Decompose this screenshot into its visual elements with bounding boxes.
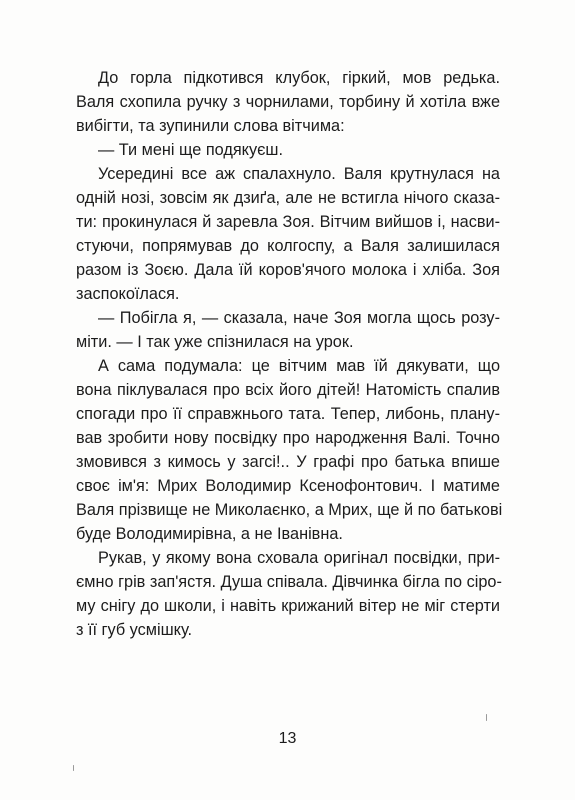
paragraph [76,354,503,546]
body-text [76,66,503,642]
text-line: з її губ усмішку. [76,621,192,639]
text-line: стуючи, попрямував до колгоспу, а Валя залишилася [76,237,500,255]
text-line: заспокоїлася. [76,285,180,303]
text-line: Валя прізвище не Миколаєнко, а Мрих, ще й по батькові [76,501,503,519]
text-line: вибігти, та зупинили слова вітчима: [76,117,345,135]
text-line: му снігу до школи, і навіть крижаний вітер не міг стерти [76,597,500,615]
text-line: ти: прокинулася й заревла Зоя. Вітчим вийшов і, насви- [76,213,500,231]
text-line: А сама подумала: це вітчим мав їй дякувати, що [98,357,500,375]
page-number: 13 [278,730,297,747]
text-line: Рукав, у якому вона сховала оригінал посвідки, при- [98,549,500,567]
paragraph [76,162,500,306]
text-line: разом із Зоєю. Дала їй коров'ячого молока і хліба. Зоя [76,261,500,279]
paragraph [76,66,500,138]
text-line: одній нозі, зовсім як дзиґа, але не встигла нічого сказа- [76,189,500,207]
paragraph [76,138,500,162]
text-line: змовився з кимось у загсі!.. У графі про батька впише [76,453,500,471]
scan-speck [73,765,74,771]
text-line: своє ім'я: Мрих Володимир Ксенофонтович. І матиме [76,477,500,495]
text-line: — Побігла я, — сказала, наче Зоя могла щось розу- [98,309,500,327]
scan-speck [486,714,487,721]
paragraph [76,306,500,354]
text-line: Валя схопила ручку з чорнилами, торбину й хотіла вже [76,93,500,111]
text-line: — Ти мені ще подякуєш. [98,141,283,159]
text-line: спогади про її справжнього тата. Тепер, либонь, плану- [76,405,500,423]
text-line: буде Володимирівна, а не Іванівна. [76,525,343,543]
text-line: міти. — І так уже спізнилася на урок. [76,333,354,351]
paragraph [76,546,500,642]
text-line: До горла підкотився клубок, гіркий, мов редька. [98,69,500,87]
text-line: Усередині все аж спалахнуло. Валя крутнулася на [98,165,500,183]
text-line: ємно грів зап'ястя. Душа співала. Дівчинка бігла по сіро- [76,573,502,591]
text-line: вав зробити нову посвідку про народження Валі. Точно [76,429,500,447]
text-line: вона піклувалася про всіх його дітей! Натомість спалив [76,381,500,399]
